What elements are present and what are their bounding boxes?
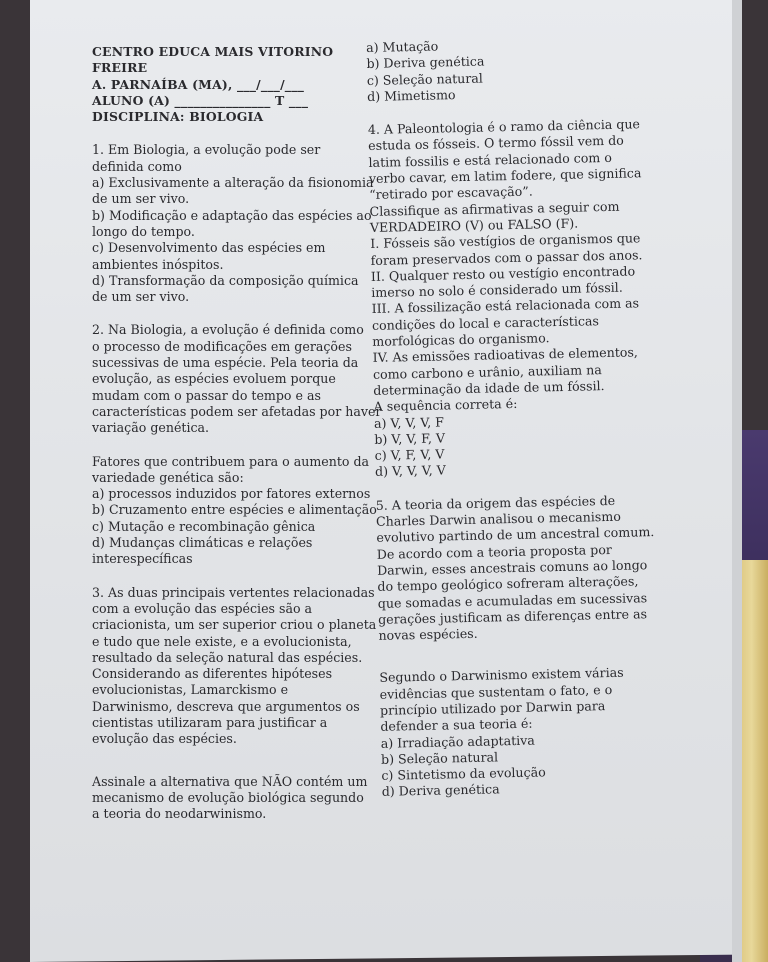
q1-option-d-cont: de um ser vivo. [92,289,190,305]
q4-stem-line: Classifique as afirmativas a seguir com [369,198,620,219]
q4-option-d: d) V, V, V, V [374,462,446,480]
q4-stem-line: “retirado por escavação”. [369,183,533,203]
q5-stem-line: novas espécies. [378,625,478,643]
question-5 [375,492,655,801]
q4-statement-line: IV. As emissões radioativas de elementos, [372,344,639,366]
q1-stem-line: 1. Em Biologia, a evolução pode ser [92,142,321,158]
q4-statement-line: imerso no solo é considerado um fóssil. [371,279,623,301]
q3-stem-line: cientistas utilizaram para justificar a [92,714,328,730]
school-name-line2: FREIRE [92,60,148,76]
sheet-edge [732,0,742,962]
q4-statement-line: foram preservados com o passar dos anos. [370,246,643,268]
q4-stem-line: VERDADEIRO (V) ou FALSO (F). [369,215,579,235]
q5-stem-line: que somadas e acumuladas em sucessivas [377,589,648,611]
q2-stem-line: mudam com o passar do tempo e as [92,387,321,403]
q5-stem-line: 5. A teoria da origem das espécies de [375,492,616,513]
q2-prompt-line: variedade genética são: [92,469,244,485]
school-name-line1: CENTRO EDUCA MAIS VITORINO [92,44,334,59]
q1-option-b-cont: longo do tempo. [92,223,195,239]
q2-prompt-line: Fatores que contribuem para o aumento da [92,453,370,469]
q1-option-d: d) Transformação da composição química [92,272,359,288]
q5-stem-line: evolutivo partindo de um ancestral comum. [376,524,655,546]
q1-option-c-cont: ambientes inóspitos. [92,256,224,272]
q4-stem-line: estuda os fósseis. O termo fóssil vem do [368,133,624,154]
q3-option-d: d) Mimetismo [367,87,456,104]
question-3 [92,584,377,823]
q5-stem-line: Charles Darwin analisou o mecanismo [375,508,621,529]
q4-statement-line: condições do local e características [371,312,600,333]
q5-prompt-line: evidências que sustentam o fato, e o [379,681,613,702]
q1-stem-line: definida como [92,158,182,174]
q4-statement-line: II. Qualquer resto ou vestígio encontrado [370,263,636,284]
q2-option-d-cont: interespecíficas [92,551,193,567]
q1-option-a-cont: de um ser vivo. [92,191,190,207]
q3-stem-line: evolucionistas, Lamarckismo e [92,682,289,698]
right-column [366,34,655,800]
q1-option-a: a) Exclusivamente a alteração da fisionomia [92,175,374,191]
q3-stem-line: 3. As duas principais vertentes relacionadas [92,584,375,600]
q3-stem-line: com a evolução das espécies são a [92,600,313,616]
q5-stem-line: do tempo geológico sofreram alterações, [377,573,639,595]
q2-option-b: b) Cruzamento entre espécies e alimentação [92,502,377,518]
q4-statement-line: III. A fossilização está relacionada com as [371,295,640,317]
q3-option-c: c) Seleção natural [366,70,484,88]
q3-option-a: a) Mutação [366,38,439,55]
q2-stem-line: sucessivas de uma espécie. Pela teoria da [92,355,359,371]
q3-option-b: b) Deriva genética [366,53,485,72]
student-name: ALUNO (A) _______________ T ___ [92,92,309,108]
q4-option-a: a) V, V, V, F [373,413,445,431]
q5-prompt-line: princípio utilizado por Darwin para [379,698,606,718]
discipline: DISCIPLINA: BIOLOGIA [92,109,264,125]
left-column [92,44,382,822]
q2-stem-line: evolução, as espécies evoluem porque [92,371,336,387]
q3-stem-line: e tudo que nele existe, e a evolucionista, [92,633,352,649]
q3-stem-line: Considerando as diferentes hipóteses [92,666,333,682]
q2-stem-line: variação genética. [92,420,210,436]
q3-stem-line: resultado da seleção natural das espécies. [92,649,363,665]
q5-option-a: a) Irradiação adaptativa [380,732,535,751]
exam-header [92,44,354,125]
question-2 [92,322,382,567]
q1-option-b: b) Modificação e adaptação das espécies ao [92,207,372,223]
question-4 [367,116,643,481]
q4-option-b: b) V, V, F, V [374,430,446,447]
q2-option-c: c) Mutação e recombinação gênica [92,518,316,534]
q3-prompt-line: mecanismo de evolução biológica segundo [92,789,364,805]
q1-option-c: c) Desenvolvimento das espécies em [92,240,326,256]
q4-option-c: c) V, F, V, V [374,446,445,464]
q4-statement-line: determinação da idade de um fóssil. [373,378,605,398]
q2-stem-line: características podem ser afetadas por haver [92,403,382,419]
q4-prompt: A sequência correta é: [373,396,518,415]
q4-stem-line: verbo cavar, em latim fodere, que significa [368,165,642,187]
q2-option-d: d) Mudanças climáticas e relações [92,535,313,551]
q5-stem-line: gerações justificam as diferenças entre as [377,606,648,627]
question-1 [92,142,374,305]
q5-option-b: b) Seleção natural [380,749,499,767]
q5-option-d: d) Deriva genética [381,781,500,800]
q2-option-a: a) processos induzidos por fatores externos [92,486,371,502]
q2-stem-line: 2. Na Biologia, a evolução é definida como [92,322,364,338]
q4-statement-line: como carbono e urânio, auxiliam na [372,361,602,382]
q5-prompt-line: Segundo o Darwinismo existem várias [379,665,624,686]
q5-prompt-line: defender a sua teoria é: [380,715,533,735]
question-3-options [366,34,632,105]
q5-stem-line: Darwin, esses ancestrais comuns ao longo [376,557,648,578]
q3-prompt-line: a teoria do neodarwinismo. [92,806,267,822]
q2-stem-line: o processo de modificações em gerações [92,338,352,354]
q3-stem-line: evolução das espécies. [92,731,237,747]
q3-stem-line: criacionista, um ser superior criou o planeta [92,617,377,633]
q3-stem-line: Darwinismo, descreva que argumentos os [92,698,360,714]
q5-stem-line: De acordo com a teoria proposta por [376,541,612,562]
q4-stem-line: 4. A Paleontologia é o ramo da ciência que [367,116,641,138]
city-date: A. PARNAÍBA (MA), ___/___/___ [92,76,304,92]
q4-stem-line: latim fossilis e está relacionado com o [368,149,613,170]
q5-option-c: c) Sintetismo da evolução [381,764,546,784]
q4-statement-line: I. Fósseis são vestígios de organismos que [370,230,641,252]
q3-prompt-line: Assinale a alternativa que NÃO contém um [92,773,368,789]
q4-statement-line: morfológicas do organismo. [372,330,550,349]
